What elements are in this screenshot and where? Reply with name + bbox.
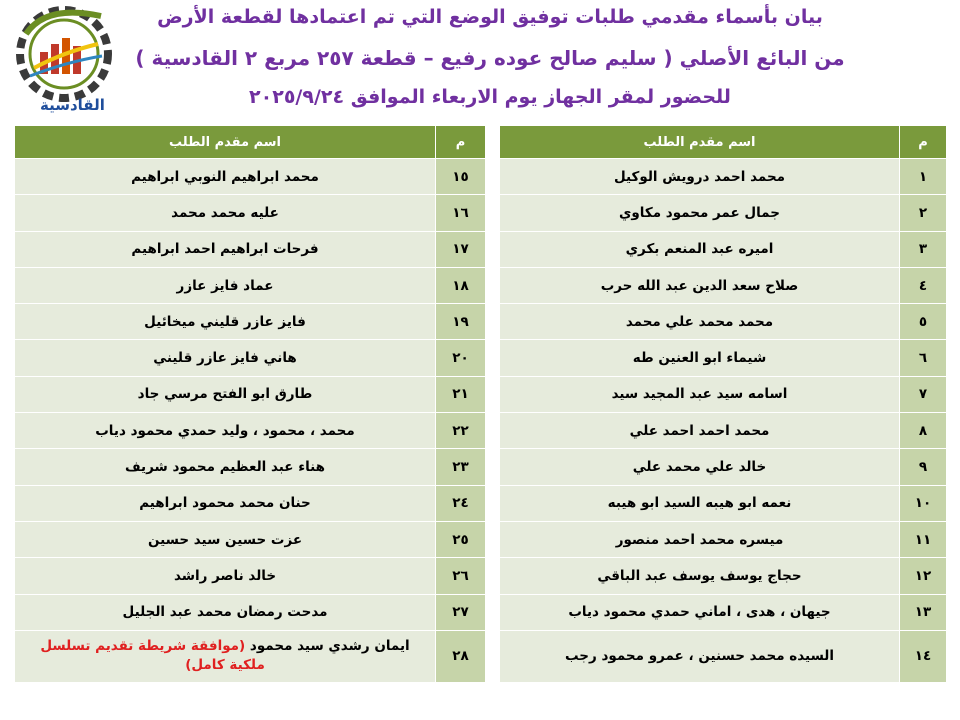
applicant-name: محمد ، محمود ، وليد حمدي محمود دياب [15, 413, 436, 449]
column-gap [486, 521, 500, 557]
title-line-1: بيان بأسماء مقدمي طلبات توفيق الوضع التي تم اعتمادها لقطعة الأرض [157, 6, 823, 28]
applicants-table [14, 125, 947, 683]
title-line-2: من البائع الأصلي ( سليم صالح عوده رفيع – قطعة ٢٥٧ مربع ٢ القادسية ) [135, 46, 845, 70]
table-row [15, 485, 947, 521]
applicant-name: فرحات ابراهيم احمد ابراهيم [15, 231, 436, 267]
row-number: ٢٨ [436, 630, 486, 682]
applicant-name: مدحت رمضان محمد عبد الجليل [15, 594, 436, 630]
row-number: ١٧ [436, 231, 486, 267]
row-number: ١٠ [900, 485, 947, 521]
applicant-name: هناء عبد العظيم محمود شريف [15, 449, 436, 485]
applicant-name: جمال عمر محمود مكاوي [500, 195, 900, 231]
row-number: ٢٢ [436, 413, 486, 449]
applicant-name: عزت حسين سيد حسين [15, 521, 436, 557]
table-row [15, 594, 947, 630]
row-number: ٦ [900, 340, 947, 376]
row-number: ٧ [900, 376, 947, 412]
row-number: ٢١ [436, 376, 486, 412]
row-number: ١٨ [436, 267, 486, 303]
table-row [15, 159, 947, 195]
applicant-name: فايز عازر قليني ميخائيل [15, 304, 436, 340]
column-gap [486, 413, 500, 449]
table-row [15, 231, 947, 267]
column-gap [486, 630, 500, 682]
column-gap [486, 126, 500, 159]
applicant-name: صلاح سعد الدين عبد الله حرب [500, 267, 900, 303]
table-header-row [15, 126, 947, 159]
column-gap [486, 159, 500, 195]
applicant-name: شيماء ابو العنين طه [500, 340, 900, 376]
approval-note: (موافقة شريطة تقديم تسلسل [40, 638, 246, 655]
column-gap [486, 267, 500, 303]
applicant-name: خالد ناصر راشد [15, 558, 436, 594]
table-row [15, 304, 947, 340]
applicant-name-line [15, 637, 435, 656]
col-header-name-2: اسم مقدم الطلب [15, 126, 436, 159]
table-row [15, 340, 947, 376]
table-row [15, 267, 947, 303]
row-number: ٢٤ [436, 485, 486, 521]
row-number: ١٤ [900, 630, 947, 682]
applicant-name: عماد فايز عازر [15, 267, 436, 303]
row-number: ١ [900, 159, 947, 195]
applicant-name: محمد احمد درويش الوكيل [500, 159, 900, 195]
applicant-name: السيده محمد حسنين ، عمرو محمود رجب [500, 630, 900, 682]
col-header-name-1: اسم مقدم الطلب [500, 126, 900, 159]
document-header [0, 0, 960, 124]
column-gap [486, 304, 500, 340]
row-number: ٢٦ [436, 558, 486, 594]
applicant-name-with-note [15, 630, 436, 682]
title-line-3: للحضور لمقر الجهاز يوم الاربعاء الموافق ٢٠٢٥/٩/٢٤ [249, 86, 731, 108]
applicant-name: نعمه ابو هيبه السيد ابو هيبه [500, 485, 900, 521]
table-row [15, 630, 947, 682]
row-number: ٣ [900, 231, 947, 267]
applicant-name: ميسره محمد احمد منصور [500, 521, 900, 557]
column-gap [486, 231, 500, 267]
row-number: ١٦ [436, 195, 486, 231]
row-number: ٢٠ [436, 340, 486, 376]
row-number: ٢ [900, 195, 947, 231]
applicant-name: هاني فايز عازر قليني [15, 340, 436, 376]
col-header-num-1: م [900, 126, 947, 159]
row-number: ٢٥ [436, 521, 486, 557]
applicant-name: محمد ابراهيم النوبي ابراهيم [15, 159, 436, 195]
col-header-num-2: م [436, 126, 486, 159]
column-gap [486, 594, 500, 630]
applicant-name: اميره عبد المنعم بكري [500, 231, 900, 267]
table-row [15, 449, 947, 485]
applicant-name: حنان محمد محمود ابراهيم [15, 485, 436, 521]
row-number: ١١ [900, 521, 947, 557]
row-number: ٨ [900, 413, 947, 449]
applicant-name: عليه محمد محمد [15, 195, 436, 231]
table-row [15, 413, 947, 449]
row-number: ٩ [900, 449, 947, 485]
applicant-name: ايمان رشدي سيد محمود [249, 638, 410, 655]
row-number: ١٢ [900, 558, 947, 594]
row-number: ٢٧ [436, 594, 486, 630]
applicant-name: محمد احمد احمد علي [500, 413, 900, 449]
applicant-name: جيهان ، هدى ، اماني حمدي محمود دياب [500, 594, 900, 630]
column-gap [486, 449, 500, 485]
row-number: ١٣ [900, 594, 947, 630]
column-gap [486, 340, 500, 376]
table-row [15, 521, 947, 557]
column-gap [486, 376, 500, 412]
table-row [15, 558, 947, 594]
column-gap [486, 558, 500, 594]
applicant-name: اسامه سيد عبد المجيد سيد [500, 376, 900, 412]
table-row [15, 376, 947, 412]
row-number: ١٩ [436, 304, 486, 340]
row-number: ٢٣ [436, 449, 486, 485]
table-row [15, 195, 947, 231]
applicant-name: حجاج يوسف يوسف عبد الباقي [500, 558, 900, 594]
row-number: ٤ [900, 267, 947, 303]
applicant-name: طارق ابو الفتح مرسي جاد [15, 376, 436, 412]
applicant-name: محمد محمد علي محمد [500, 304, 900, 340]
row-number: ١٥ [436, 159, 486, 195]
row-number: ٥ [900, 304, 947, 340]
column-gap [486, 195, 500, 231]
logo-caption: القادسية [40, 96, 105, 114]
applicant-name: خالد علي محمد علي [500, 449, 900, 485]
approval-note-continued: ملكية كامل) [185, 657, 265, 674]
column-gap [486, 485, 500, 521]
